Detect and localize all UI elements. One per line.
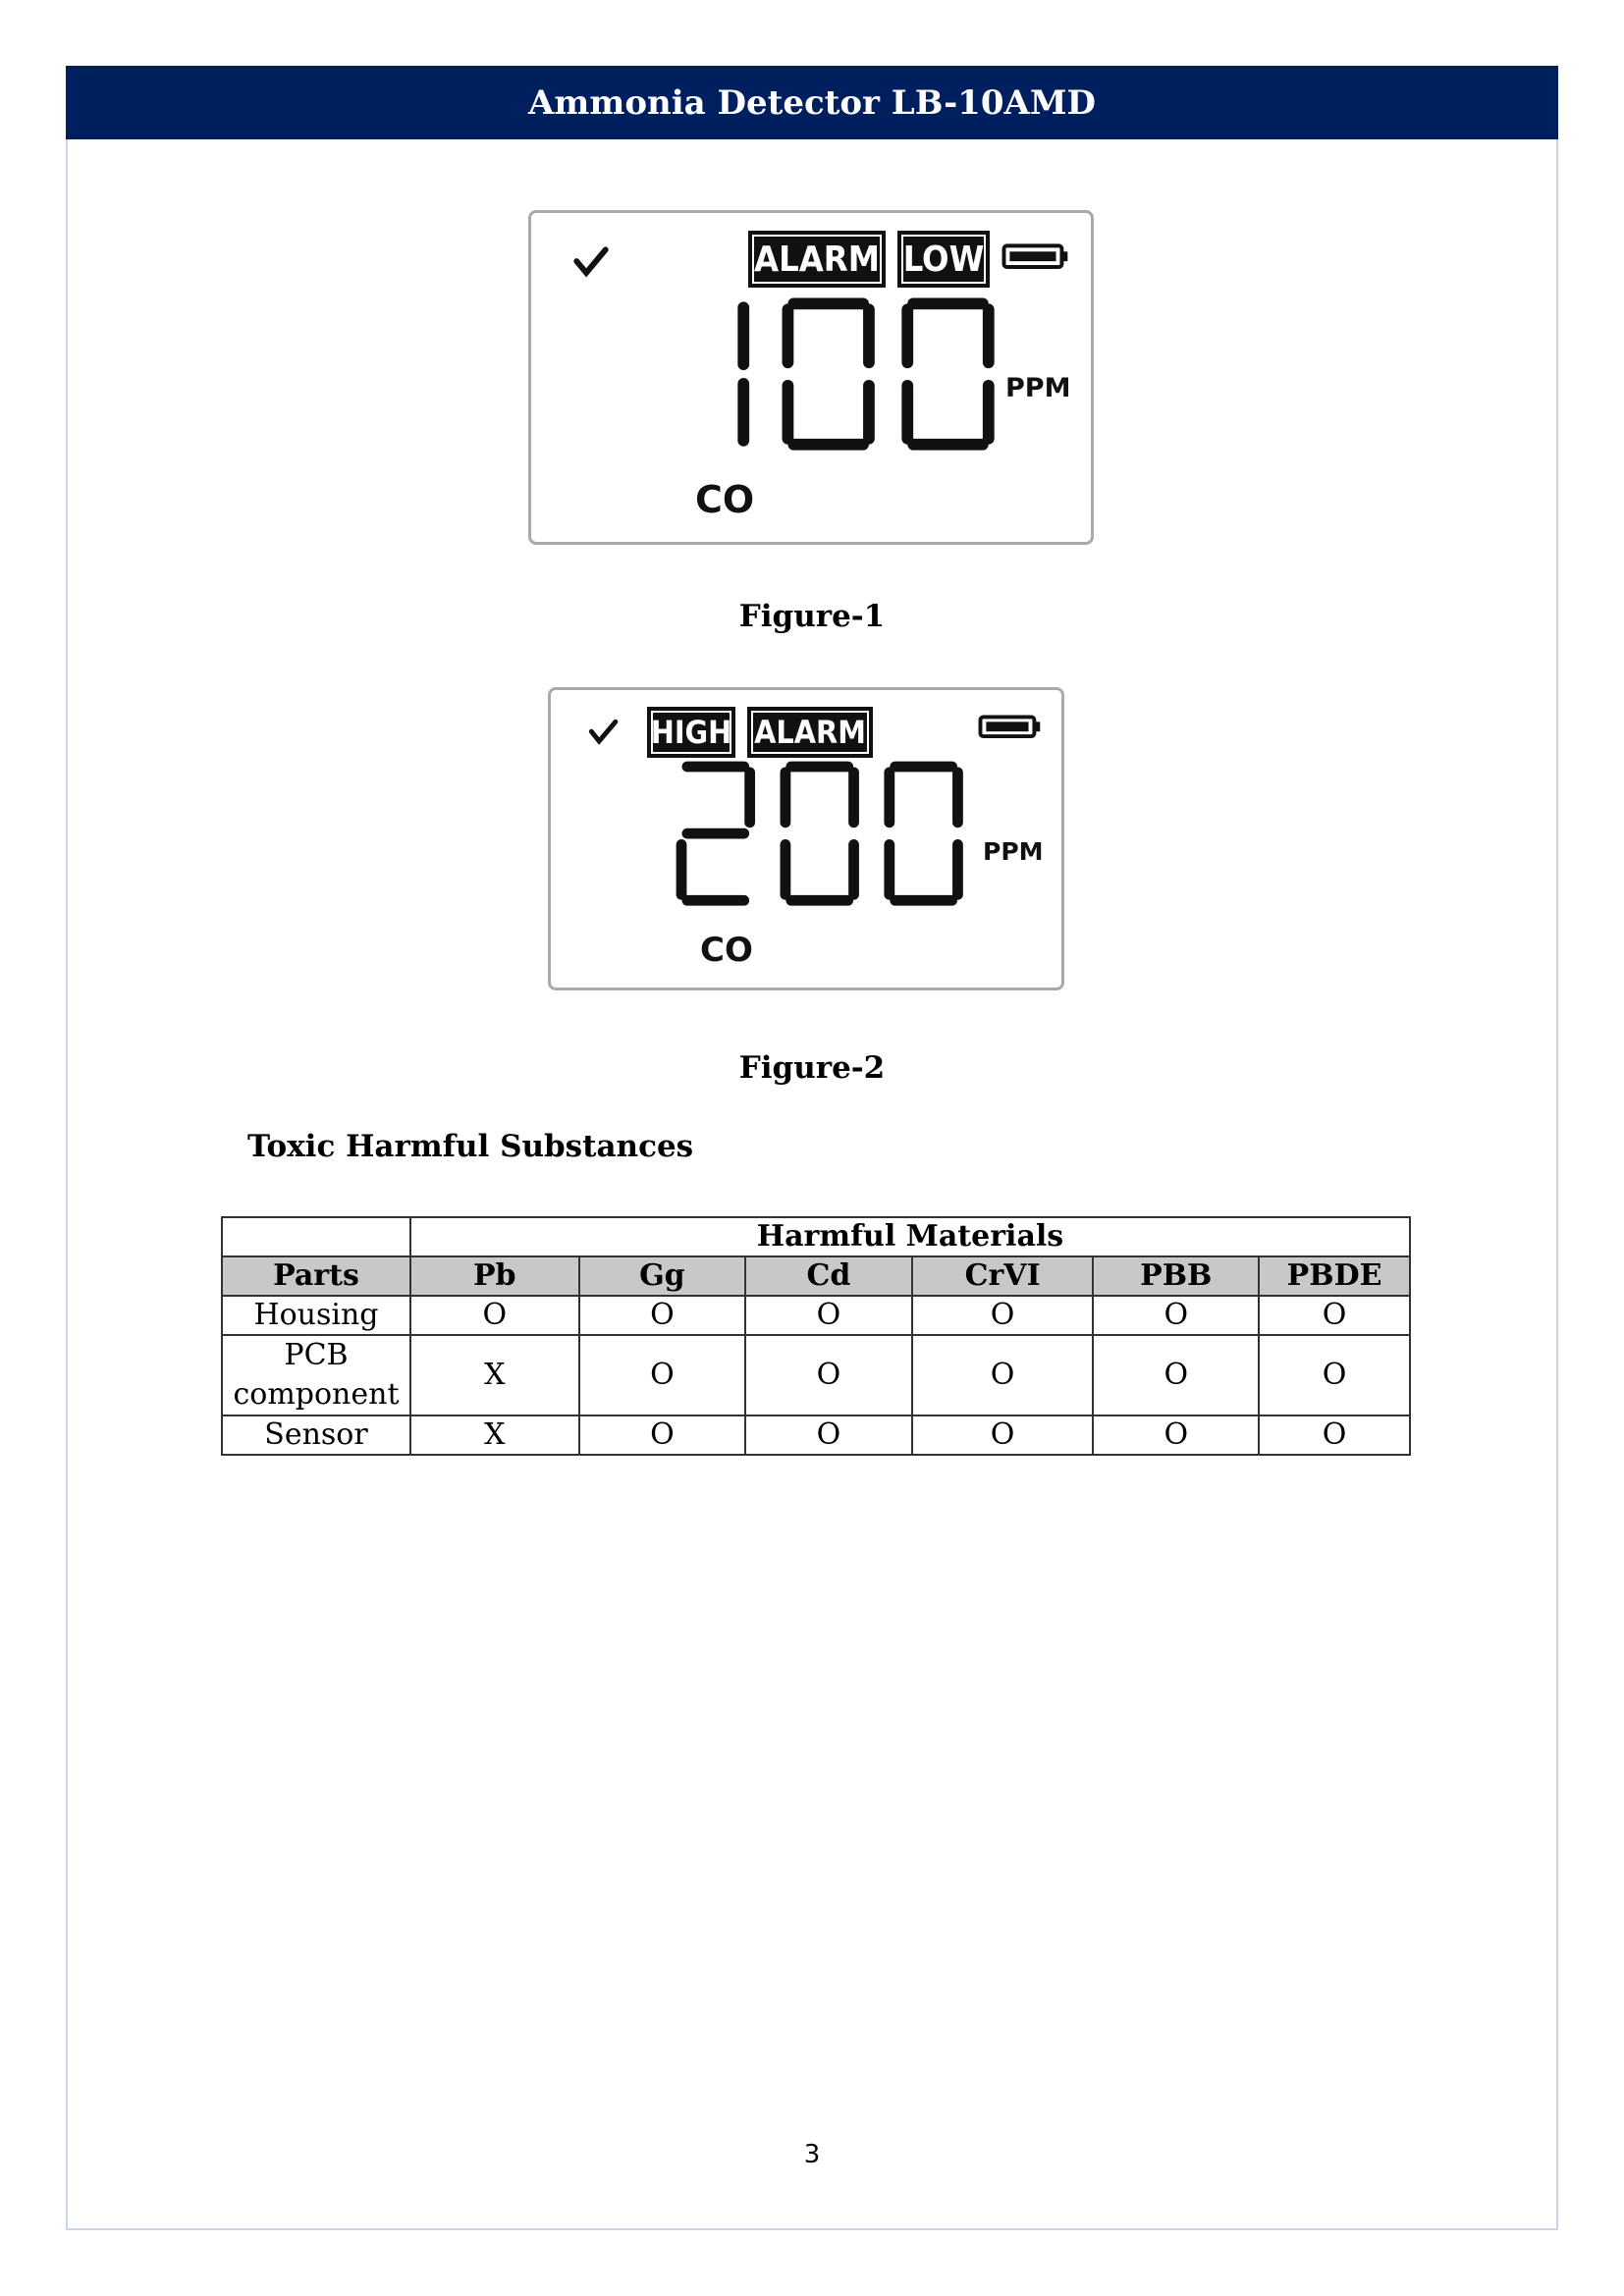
digit-segment xyxy=(787,439,869,451)
value-cell: O xyxy=(912,1296,1094,1335)
column-header: Cd xyxy=(745,1256,912,1296)
value-cell: O xyxy=(1093,1296,1259,1335)
alarm-badge: ALARM xyxy=(748,231,886,288)
harmful-materials-table xyxy=(221,1216,1411,1456)
digit-segment xyxy=(737,301,749,370)
value-cell: O xyxy=(745,1335,912,1415)
digit-segment xyxy=(901,303,913,368)
figure-1-caption: Figure-1 xyxy=(738,599,886,634)
value-cell: X xyxy=(410,1415,579,1455)
table-row xyxy=(222,1335,1410,1415)
lcd-display-figure-1 xyxy=(528,210,1094,545)
part-cell: Sensor xyxy=(222,1415,410,1455)
low-badge: LOW xyxy=(897,231,990,288)
digit-segment xyxy=(890,895,957,906)
value-cell: O xyxy=(1093,1415,1259,1455)
gas-label: CO xyxy=(695,478,755,521)
lcd-display-figure-2 xyxy=(548,687,1064,990)
column-header: CrVI xyxy=(912,1256,1094,1296)
digit-segment xyxy=(682,895,750,906)
group-header: Harmful Materials xyxy=(410,1217,1410,1256)
lcd-digits xyxy=(677,762,963,906)
value-cell: O xyxy=(1093,1335,1259,1415)
value-cell: O xyxy=(912,1415,1094,1455)
column-header: PBDE xyxy=(1259,1256,1410,1296)
battery-icon xyxy=(1003,245,1067,267)
value-cell: O xyxy=(1259,1415,1410,1455)
digit-segment xyxy=(901,380,913,445)
page-header xyxy=(66,66,1558,139)
value-cell: O xyxy=(745,1415,912,1455)
value-cell: O xyxy=(745,1296,912,1335)
high-badge: HIGH xyxy=(647,707,735,758)
value-cell: O xyxy=(410,1296,579,1335)
page-number: 3 xyxy=(803,2140,821,2169)
digit-segment xyxy=(783,380,794,445)
digit-segment xyxy=(890,762,957,773)
digit-segment xyxy=(848,839,859,900)
digit-segment xyxy=(785,762,853,773)
table-row xyxy=(222,1296,1410,1335)
digit-segment xyxy=(787,297,869,309)
digit-segment xyxy=(863,380,875,445)
column-header: Parts xyxy=(222,1256,410,1296)
digit-segment xyxy=(907,297,989,309)
column-header: Pb xyxy=(410,1256,579,1296)
digit-segment xyxy=(983,380,995,445)
value-cell: O xyxy=(1259,1335,1410,1415)
digit-segment xyxy=(682,828,750,839)
digit-segment xyxy=(781,839,791,900)
digit-segment xyxy=(907,439,989,451)
figure-2-caption: Figure-2 xyxy=(738,1050,886,1086)
table-corner-cell xyxy=(222,1217,410,1256)
table-row xyxy=(222,1415,1410,1455)
value-cell: O xyxy=(1259,1296,1410,1335)
section-title: Toxic Harmful Substances xyxy=(247,1129,694,1164)
table-group-header-row xyxy=(222,1217,1410,1256)
value-cell: O xyxy=(912,1335,1094,1415)
column-header: PBB xyxy=(1093,1256,1259,1296)
digit-segment xyxy=(783,303,794,368)
value-cell: O xyxy=(579,1335,746,1415)
digit-segment xyxy=(677,839,687,900)
gas-label: CO xyxy=(700,931,753,970)
check-icon xyxy=(576,249,605,273)
digit-segment xyxy=(737,378,749,447)
digit-segment xyxy=(781,767,791,828)
value-cell: X xyxy=(410,1335,579,1415)
digit-segment xyxy=(863,303,875,368)
digit-segment xyxy=(952,767,963,828)
digit-segment xyxy=(848,767,859,828)
alarm-badge: ALARM xyxy=(747,707,873,758)
part-cell: Housing xyxy=(222,1296,410,1335)
digit-segment xyxy=(682,762,750,773)
digit-segment xyxy=(952,839,963,900)
table-header-row xyxy=(222,1256,1410,1296)
value-cell: O xyxy=(579,1415,746,1455)
column-header: Gg xyxy=(579,1256,746,1296)
digit-segment xyxy=(884,767,894,828)
digit-segment xyxy=(983,303,995,368)
ppm-unit: PPM xyxy=(1005,373,1071,403)
battery-icon xyxy=(980,717,1040,736)
check-icon xyxy=(591,721,616,741)
ppm-unit: PPM xyxy=(983,837,1044,866)
digit-segment xyxy=(744,767,755,828)
part-cell: PCB component xyxy=(222,1335,410,1415)
lcd-digits xyxy=(737,297,994,450)
digit-segment xyxy=(785,895,853,906)
value-cell: O xyxy=(579,1296,746,1335)
page-title: Ammonia Detector LB-10AMD xyxy=(528,82,1096,123)
digit-segment xyxy=(884,839,894,900)
